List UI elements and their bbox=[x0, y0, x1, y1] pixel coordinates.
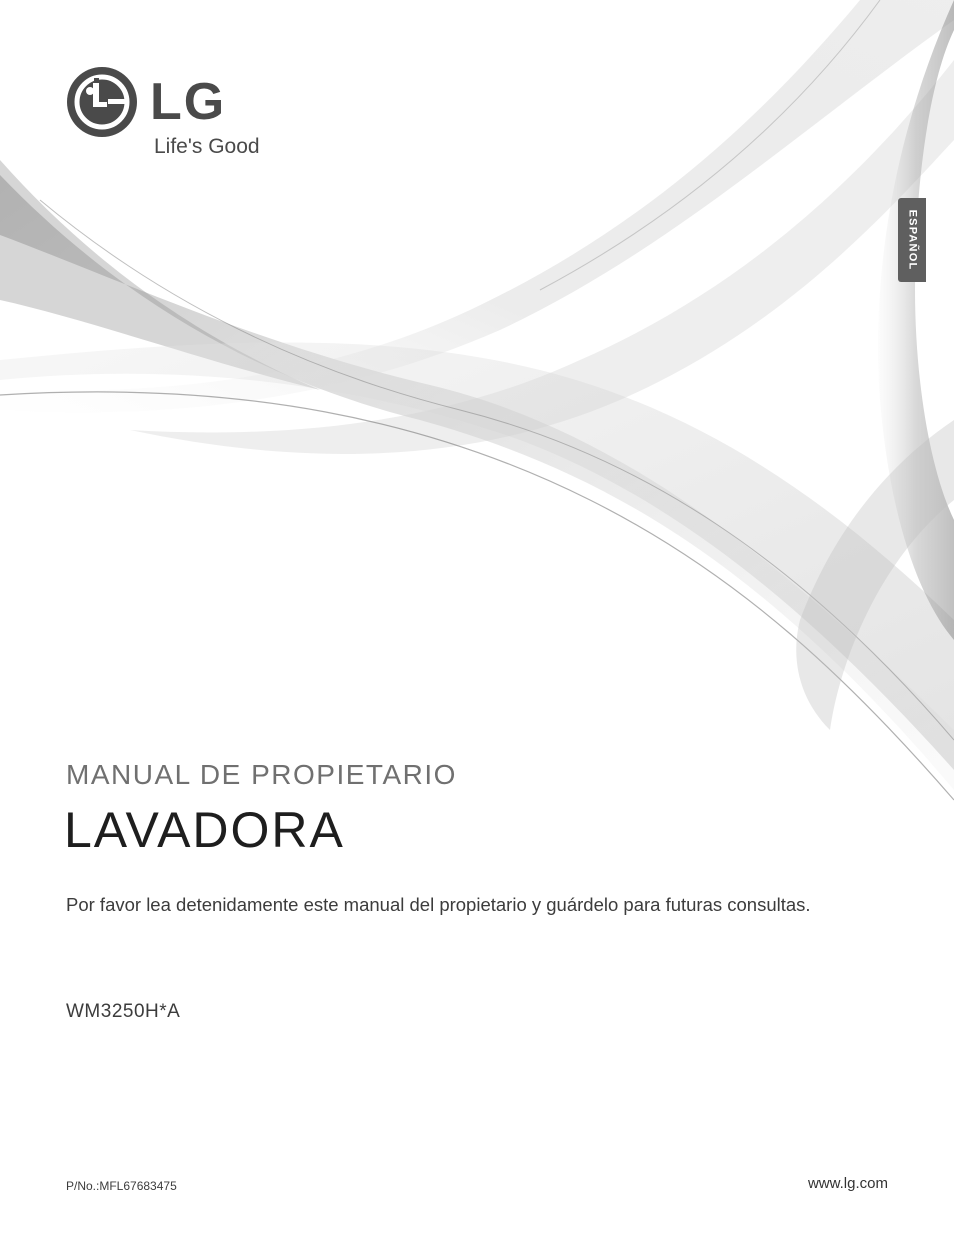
language-tab bbox=[898, 198, 926, 282]
language-tab-label: ESPAÑOL bbox=[906, 209, 919, 271]
reading-instructions: Por favor lea detenidamente este manual del propietario y guárdelo para futuras consultas. bbox=[66, 894, 811, 915]
product-title: LAVADORA bbox=[64, 802, 345, 858]
part-number: P/No.:MFL67683475 bbox=[66, 1179, 177, 1193]
lg-face-logo-icon bbox=[66, 66, 138, 138]
lg-logo bbox=[66, 66, 286, 166]
website-url: www.lg.com bbox=[807, 1175, 888, 1192]
brand-slogan: Life's Good bbox=[154, 135, 260, 158]
model-number: WM3250H*A bbox=[66, 1001, 181, 1022]
document-type-title: MANUAL DE PROPIETARIO bbox=[66, 759, 457, 790]
lg-wordmark: LG bbox=[150, 73, 227, 131]
